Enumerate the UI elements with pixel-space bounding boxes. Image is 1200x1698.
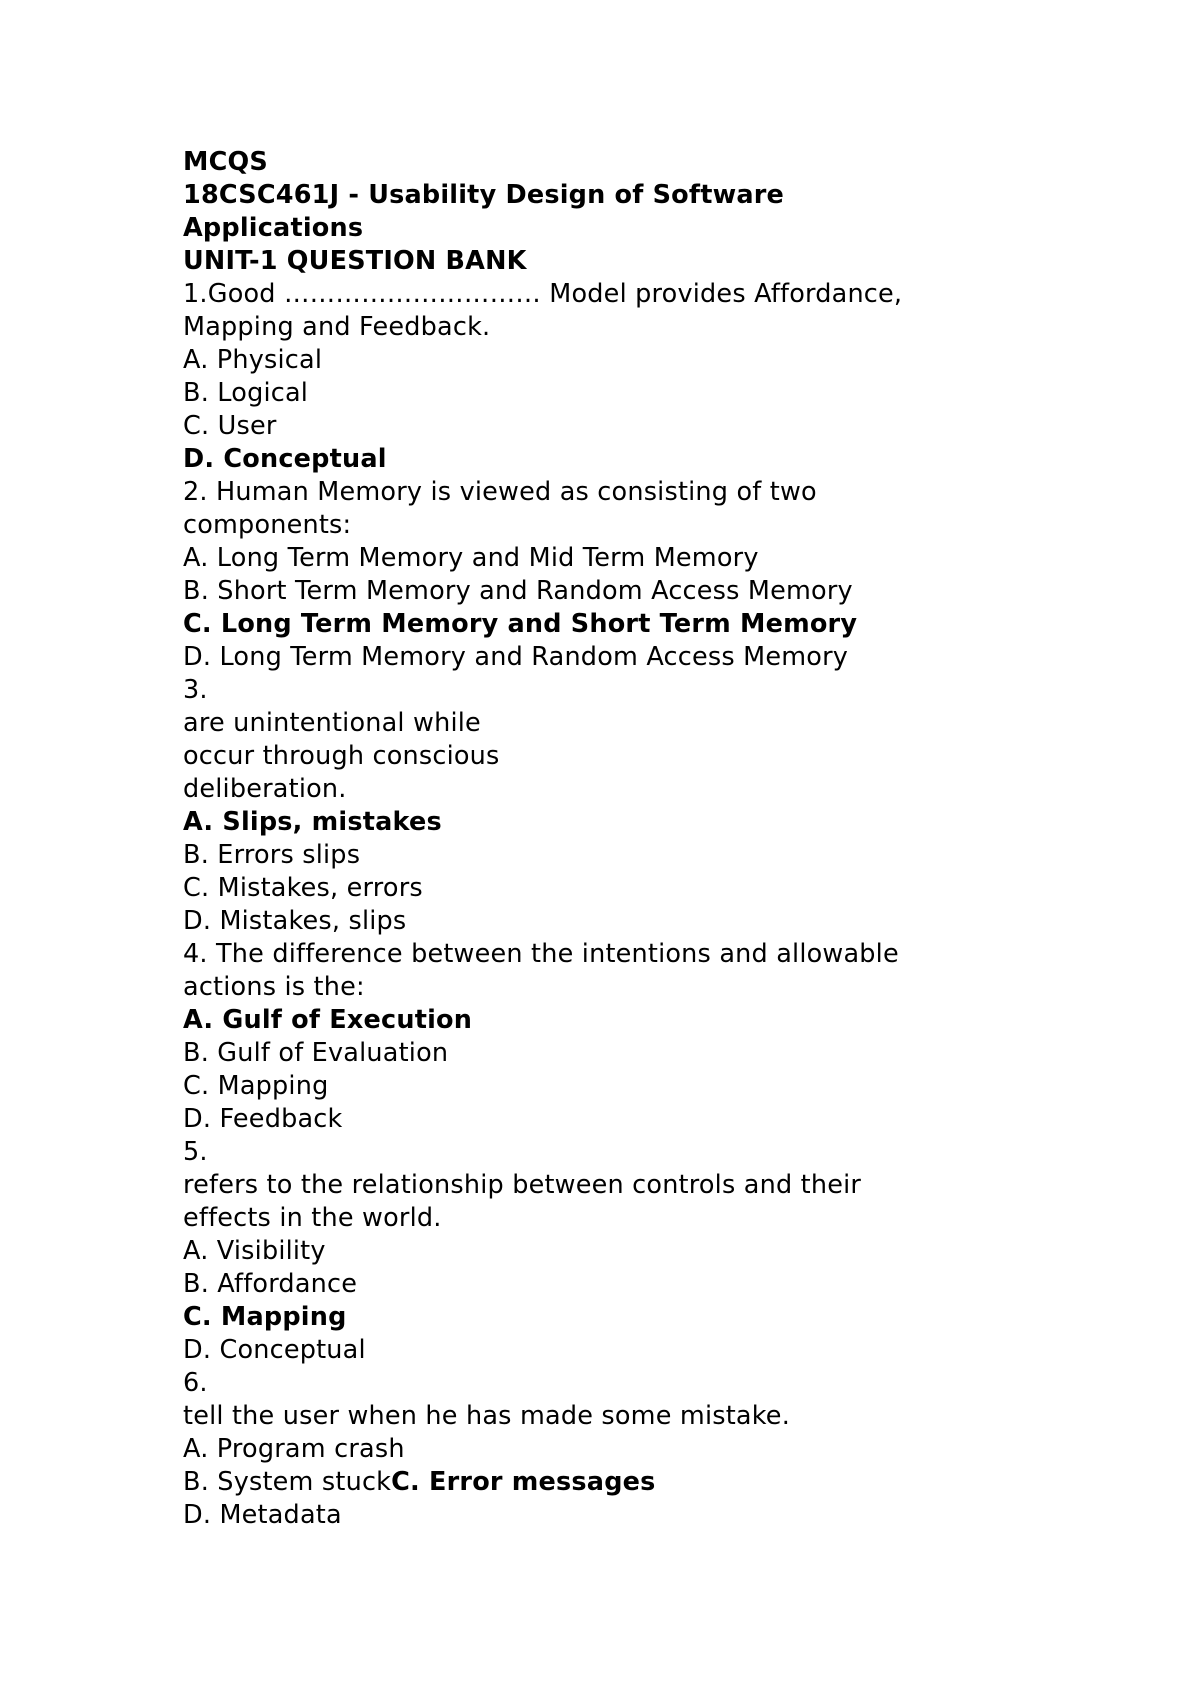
question-6-stem-line: 6. <box>183 1368 208 1398</box>
question-5-option-a: A. Visibility <box>183 1236 326 1266</box>
mcqs-heading: MCQS <box>183 147 268 177</box>
question-2-option-c-answer: C. Long Term Memory and Short Term Memory <box>183 609 858 639</box>
question-4-option-d: D. Feedback <box>183 1104 343 1134</box>
question-1 <box>183 278 1083 476</box>
question-3-stem-line: deliberation. <box>183 774 347 804</box>
question-5-option-c-answer: C. Mapping <box>183 1302 347 1332</box>
question-6-stem-line: tell the user when he has made some mistake. <box>183 1401 791 1431</box>
question-3-option-b: B. Errors slips <box>183 840 361 870</box>
question-4-option-b: B. Gulf of Evaluation <box>183 1038 449 1068</box>
question-1-stem-line: Mapping and Feedback. <box>183 312 491 342</box>
question-6-option-c-answer: C. Error messages <box>391 1467 656 1497</box>
document-page <box>183 146 1083 1532</box>
question-6 <box>183 1367 1083 1532</box>
question-5 <box>183 1136 1083 1367</box>
question-5-stem-line: effects in the world. <box>183 1203 442 1233</box>
course-title-line-2: Applications <box>183 213 364 243</box>
question-1-option-d-answer: D. Conceptual <box>183 444 387 474</box>
question-5-stem-line: 5. <box>183 1137 208 1167</box>
question-4 <box>183 938 1083 1136</box>
question-3-option-c: C. Mistakes, errors <box>183 873 423 903</box>
question-3-option-a-answer: A. Slips, mistakes <box>183 807 442 837</box>
unit-heading: UNIT-1 QUESTION BANK <box>183 246 527 276</box>
question-4-stem-line: 4. The difference between the intentions and allowable <box>183 939 899 969</box>
question-2 <box>183 476 1083 674</box>
question-3-stem-line: are unintentional while <box>183 708 481 738</box>
question-6-option-d: D. Metadata <box>183 1500 342 1530</box>
question-5-stem-line: refers to the relationship between controls and their <box>183 1170 862 1200</box>
question-6-option-b: B. System stuck <box>183 1467 392 1497</box>
question-2-stem-line: components: <box>183 510 352 540</box>
question-2-option-b: B. Short Term Memory and Random Access Memory <box>183 576 853 606</box>
question-2-option-a: A. Long Term Memory and Mid Term Memory <box>183 543 759 573</box>
question-3-option-d: D. Mistakes, slips <box>183 906 407 936</box>
question-3 <box>183 674 1083 938</box>
question-2-stem-line: 2. Human Memory is viewed as consisting of two <box>183 477 817 507</box>
question-1-option-a: A. Physical <box>183 345 323 375</box>
question-3-stem-line: occur through conscious <box>183 741 500 771</box>
question-4-option-a-answer: A. Gulf of Execution <box>183 1005 473 1035</box>
question-2-option-d: D. Long Term Memory and Random Access Memory <box>183 642 849 672</box>
question-1-option-c: C. User <box>183 411 277 441</box>
question-4-stem-line: actions is the: <box>183 972 365 1002</box>
question-4-option-c: C. Mapping <box>183 1071 329 1101</box>
question-1-option-b: B. Logical <box>183 378 309 408</box>
course-title-line-1: 18CSC461J - Usability Design of Software <box>183 180 785 210</box>
question-6-option-b-c-line <box>183 1466 1083 1499</box>
question-1-stem-line: 1.Good ………………………… Model provides Affordance, <box>183 279 903 309</box>
question-6-option-a: A. Program crash <box>183 1434 405 1464</box>
question-5-option-b: B. Affordance <box>183 1269 358 1299</box>
question-3-stem-line: 3. <box>183 675 208 705</box>
question-5-option-d: D. Conceptual <box>183 1335 366 1365</box>
